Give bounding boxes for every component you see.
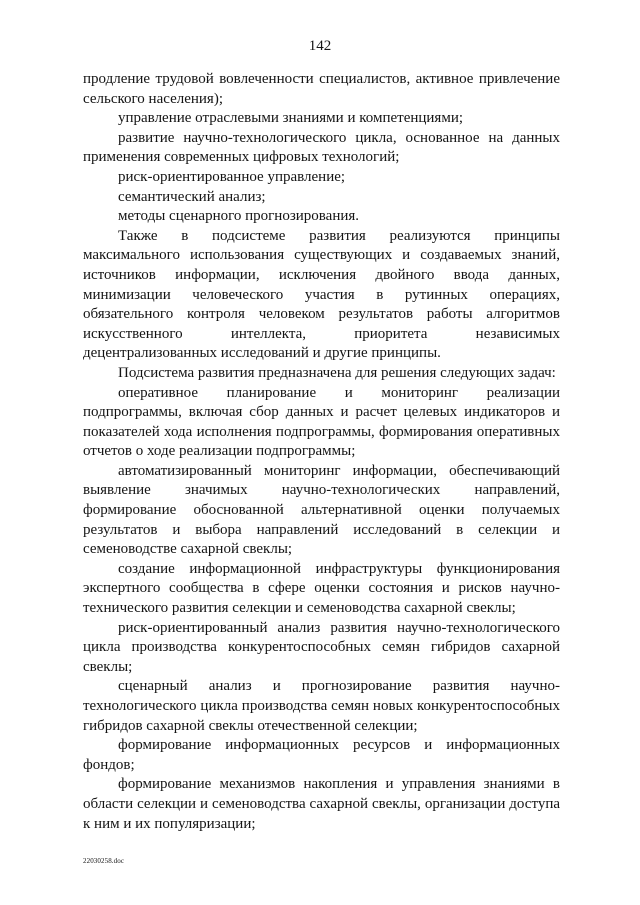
list-item: методы сценарного прогнозирования. [118,208,360,225]
document-file-code: 22030258.doc [83,857,125,865]
list-item: автоматизированный мониторинг информации, обеспечивающий выявление значимых научно-технологических направлений, формирование обоснованной альтернативной оценки получаемых результатов и выбора направлений исследований в селекции и семеноводстве сахарной свеклы; [83,462,560,558]
list-item: создание информационной инфраструктуры функционирования экспертного сообщества в сфере оценки состояния и рисков научно-технического развития селекции и семеноводства сахарной свеклы; [83,560,560,617]
paragraph: продление трудовой вовлеченности специалистов, активное привлечение сельского населения); [83,71,560,107]
page-number: 142 [308,38,332,54]
list-item: риск-ориентированное управление; [118,168,346,185]
list-item: риск-ориентированный анализ развития научно-технологического цикла производства конкурентоспособных семян гибридов сахарной свеклы; [83,619,560,675]
list-item: сценарный анализ и прогнозирование развития научно-технологического цикла производства семян новых конкурентоспособных гибридов сахарной свеклы отечественной селекции; [83,678,560,734]
list-item: семантический анализ; [118,188,266,205]
paragraph: Подсистема развития предназначена для решения следующих задач: [118,364,556,381]
document-body [83,70,560,834]
list-item: формирование информационных ресурсов и информационных фондов; [83,737,560,773]
list-item: формирование механизмов накопления и управления знаниями в области селекции и семеноводства сахарной свеклы, организации доступа к ним и их популяризации; [83,776,560,832]
list-item: развитие научно-технологического цикла, основанное на данных применения современных цифровых технологий; [83,129,560,166]
list-item: оперативное планирование и мониторинг реализации подпрограммы, включая сбор данных и расчет целевых индикаторов и показателей хода исполнения подпрограммы, формирования оперативных отчетов о ходе реализации подпрограммы; [83,384,560,460]
paragraph: Также в подсистеме развития реализуются принципы максимального использования существующих и создаваемых знаний, источников информации, исключения двойного ввода данных, минимизации человеческого участия в рутинных операциях, обязательного контроля человеком результатов работы алгоритмов искусственного интеллекта, приоритета независимых децентрализованных исследований и другие принципы. [83,227,560,362]
list-item: управление отраслевыми знаниями и компетенциями; [118,110,464,127]
